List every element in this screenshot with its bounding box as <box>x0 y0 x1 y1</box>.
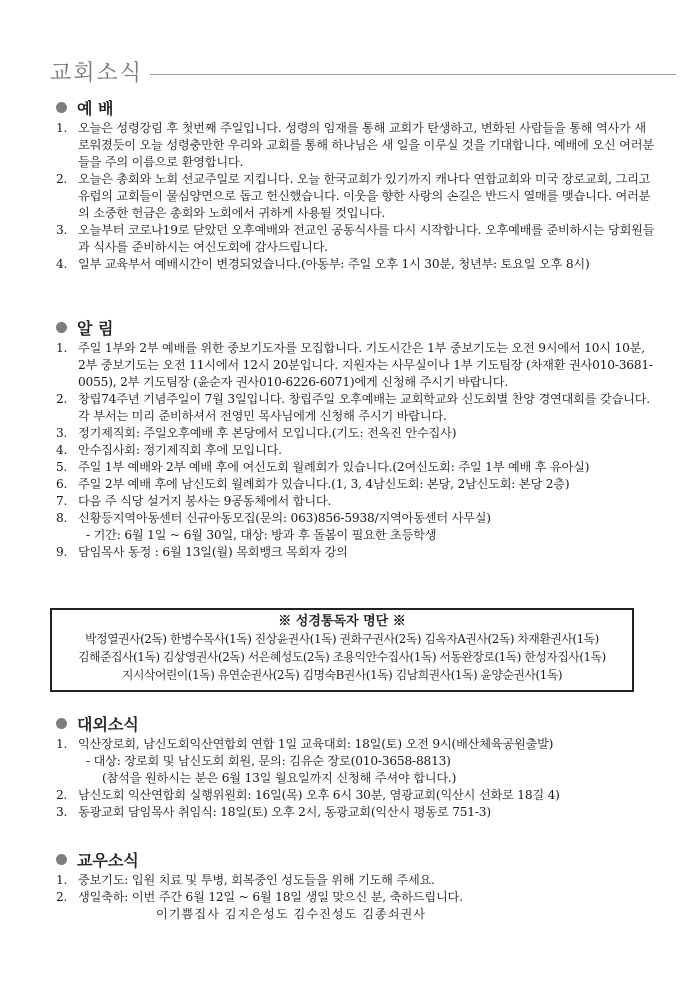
section-members <box>56 848 656 923</box>
birthday-names: 이기쁨집사 김지은성도 김수진성도 김종쇠권사 <box>156 907 427 921</box>
list-item: 4. 안수집사회: 정기제직회 후에 모입니다. <box>56 443 282 457</box>
roster-line: 지시삭어린이(1독) 유연순권사(2독) 김명숙B권사(1독) 김남희권사(1독) 윤양순권사(1독) <box>121 668 563 682</box>
section-external <box>56 712 656 821</box>
section-header <box>56 96 656 118</box>
bible-reading-roster <box>50 608 634 692</box>
section-title: 교우소식 <box>77 850 139 870</box>
title-divider <box>150 74 676 75</box>
section-header <box>56 316 656 338</box>
roster-line: 김해준집사(1독) 김상영권사(2독) 서은혜성도(2독) 조용익안수집사(1독) 서동완장로(1독) 한성자집사(1독) <box>78 650 606 664</box>
notices-list <box>56 340 656 561</box>
list-item: 3. 동광교회 담임목사 취임식: 18일(토) 오후 2시, 동광교회(익산시 평동로 751-3) <box>56 805 491 819</box>
list-item: 1. 익산장로회, 남신도회익산연합회 연합 1일 교육대회: 18일(토) 오전 9시(배산체육공원출발) - 대상: 장로회 및 남신도회 회원, 문의: 김유순 장로(010-3658-8813) (참석을 원하시는 분은 6월 13일 월요일까지 신청해 주셔야 합니다.) <box>56 736 656 787</box>
section-worship <box>56 96 656 273</box>
worship-list <box>56 120 656 273</box>
section-header <box>56 712 656 734</box>
page-title: 교회소식 <box>50 61 144 86</box>
list-item: 8. 신황등지역아동센터 신규아동모집(문의: 063)856-5938/지역아동센터 사무실) - 기간: 6월 1일 ~ 6월 30일, 대상: 방과 후 돌봄이 필요한 초등학생 <box>56 510 656 544</box>
circle-bullet-icon <box>56 322 67 333</box>
circle-bullet-icon <box>56 718 67 729</box>
list-item: 2. 오늘은 총회와 노회 선교주일로 지킵니다. 오늘 한국교회가 있기까지 캐나다 연합교회와 미국 장로교회, 그리고 유럽의 교회들이 물심양면으로 돕고 헌신했습니다. 이웃을 향한 사랑의 손길은 반드시 열매를 맺습니다. 여러분의 소중한 헌금은 총회와 노회에서 귀하게 사용될 것입니다. <box>56 172 651 220</box>
members-list <box>56 872 656 906</box>
list-item: 3. 오늘부터 코로나19로 닫았던 오후예배와 전교인 공동식사를 다시 시작합니다. 오후예배를 준비하시는 당회원들과 식사를 준비하시는 여신도회에 감사드립니다. <box>56 223 655 254</box>
list-item: 1. 중보기도: 입원 치료 및 투병, 회복중인 성도들을 위해 기도해 주세요. <box>56 873 435 887</box>
section-title: 알 림 <box>77 318 114 338</box>
list-item: 6. 주일 2부 예배 후에 남신도회 월례회가 있습니다.(1, 3, 4남신도회: 본당, 2남신도회: 본당 2층) <box>56 477 570 491</box>
circle-bullet-icon <box>56 102 67 113</box>
list-item: 2. 남신도회 익산연합회 실행위원회: 16일(목) 오후 6시 30분, 염광교회(익산시 선화로 18길 4) <box>56 788 560 802</box>
roster-line: 박정열권사(2독) 한병수목사(1독) 진상윤권사(1독) 권화구권사(2독) 김옥자A권사(2독) 차재환권사(1독) <box>85 632 599 646</box>
sub-line: - 기간: 6월 1일 ~ 6월 30일, 대상: 방과 후 돌봄이 필요한 초등학생 <box>86 528 437 542</box>
list-item: 2. 생일축하: 이번 주간 6월 12일 ~ 6월 18일 생일 맞으신 분, 축하드립니다. <box>56 890 463 904</box>
list-item: 9. 담임목사 동정 : 6월 13일(월) 목회뱅크 목회자 강의 <box>56 545 348 559</box>
list-item: 7. 다음 주 식당 설거지 봉사는 9공동체에서 합니다. <box>56 494 332 508</box>
list-item: 2. 창립74주년 기념주일이 7월 3일입니다. 창립주일 오후예배는 교회학교와 신도회별 찬양 경연대회를 갖습니다. 각 부서는 미리 준비하셔서 전영민 목사님에게 신청해 주시기 바랍니다. <box>56 392 650 423</box>
sub-line: - 대상: 장로회 및 남신도회 회원, 문의: 김유순 장로(010-3658-8813) <box>86 754 451 768</box>
section-title: 예 배 <box>77 98 114 118</box>
circle-bullet-icon <box>56 854 67 865</box>
section-notices <box>56 316 656 561</box>
external-list <box>56 736 656 821</box>
sub-line: (참석을 원하시는 분은 6월 13일 월요일까지 신청해 주셔야 합니다.) <box>102 771 457 785</box>
list-item: 3. 정기제직회: 주일오후예배 후 본당에서 모입니다.(기도: 전옥진 안수집사) <box>56 426 457 440</box>
list-item: 1. 오늘은 성령강림 후 첫번째 주일입니다. 성령의 임재를 통해 교회가 탄생하고, 변화된 사람들을 통해 역사가 새로워졌듯이 오늘 성령충만한 우리와 교회를 통해 하나님은 새 일을 이루실 것을 기대합니다. 예배에 오신 여러분들을 주의 이름으로 환영합니다. <box>56 121 654 169</box>
section-header <box>56 848 656 870</box>
roster-title: ※ 성경통독자 명단 ※ <box>278 614 406 629</box>
list-item: 4. 일부 교육부서 예배시간이 변경되었습니다.(아동부: 주일 오후 1시 30분, 청년부: 토요일 오후 8시) <box>56 257 590 271</box>
section-title: 대외소식 <box>77 714 139 734</box>
list-item: 1. 주일 1부와 2부 예배를 위한 중보기도자를 모집합니다. 기도시간은 1부 중보기도는 오전 9시에서 10시 10분, 2부 중보기도는 오전 11시에서 12시 20분입니다. 지원자는 사무실이나 1부 기도팀장 (차재환 권사010-3681-0055), 2부 기도팀장 (윤순자 권사010-6226-6071)에게 신청해 주시기 바랍니다. <box>56 341 653 389</box>
list-item: 5. 주일 1부 예배와 2부 예배 후에 여신도회 월례회가 있습니다.(2여신도회: 주일 1부 예배 후 유아실) <box>56 460 590 474</box>
